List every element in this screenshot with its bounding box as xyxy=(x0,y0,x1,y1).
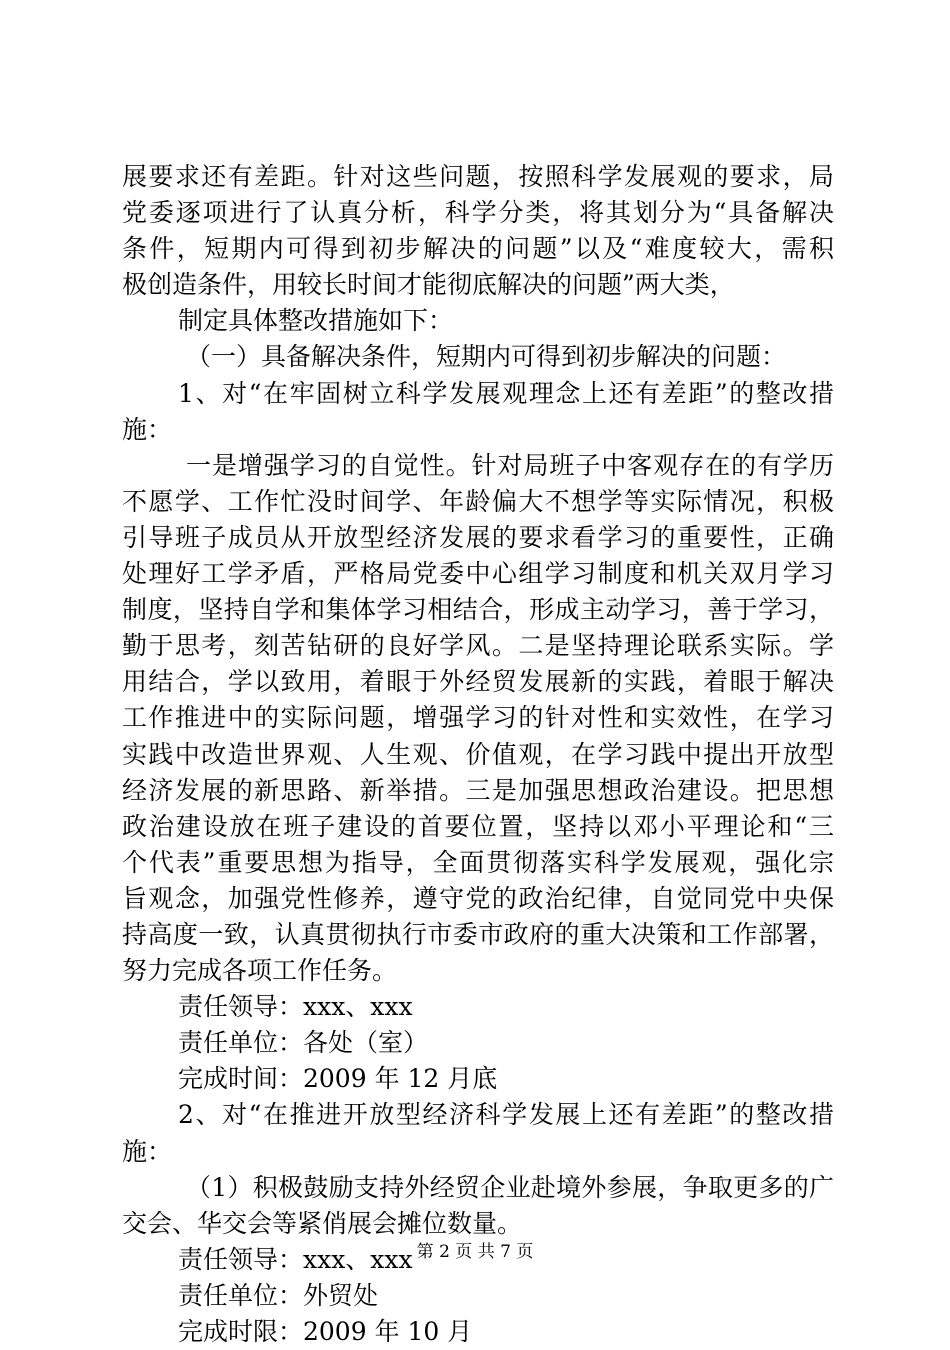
body-line: 政治建设放在班子建设的首要位置，坚持以邓小平理论和“三 xyxy=(122,811,834,841)
page-number: 第 2 页 共 7 页 xyxy=(416,1242,534,1262)
responsible-leader: 责任领导：xxx、xxx xyxy=(178,992,413,1022)
body-line: 用结合，学以致用，着眼于外经贸发展新的实践，着眼于解决 xyxy=(122,667,834,697)
completion-time: 完成时间：2009 年 12 月底 xyxy=(178,1064,498,1094)
body-line: 实践中改造世界观、人生观、价值观，在学习践中提出开放型 xyxy=(122,739,834,769)
item-heading-cont: 施： xyxy=(122,414,173,444)
responsible-leader: 责任领导：xxx、xxx xyxy=(178,1244,413,1274)
responsible-unit: 责任单位：各处（室） xyxy=(178,1028,429,1058)
body-line: 经济发展的新思路、新举措。三是加强思想政治建设。把思想 xyxy=(122,775,834,805)
intro-line: 制定具体整改措施如下： xyxy=(178,306,454,336)
item-heading: 2、对“在推进开放型经济科学发展上还有差距”的整改措 xyxy=(178,1100,834,1130)
body-line: 持高度一致，认真贯彻执行市委市政府的重大决策和工作部署， xyxy=(122,919,834,949)
body-line: 交会、华交会等紧俏展会摊位数量。 xyxy=(122,1208,523,1238)
body-line: 处理好工学矛盾，严格局党委中心组学习制度和机关双月学习 xyxy=(122,559,834,589)
body-line: 个代表”重要思想为指导，全面贯彻落实科学发展观，强化宗 xyxy=(122,847,834,877)
body-line: 展要求还有差距。针对这些问题，按照科学发展观的要求，局 xyxy=(122,162,834,191)
body-line: 条件，短期内可得到初步解决的问题”以及“难度较大，需积 xyxy=(122,234,834,264)
body-line: 不愿学、工作忙没时间学、年龄偏大不想学等实际情况，积极 xyxy=(122,486,834,516)
body-line: 努力完成各项工作任务。 xyxy=(122,956,398,986)
responsible-unit: 责任单位：外贸处 xyxy=(178,1280,379,1310)
item-heading: 1、对“在牢固树立科学发展观理念上还有差距”的整改措 xyxy=(178,378,834,408)
body-line: 党委逐项进行了认真分析，科学分类，将其划分为“具备解决 xyxy=(122,198,834,228)
item-heading-cont: 施： xyxy=(122,1136,173,1166)
body-line: 极创造条件，用较长时间才能彻底解决的问题”两大类， xyxy=(122,270,735,300)
body-line: 制度，坚持自学和集体学习相结合，形成主动学习，善于学习， xyxy=(122,595,834,625)
body-line: 引导班子成员从开放型经济发展的要求看学习的重要性，正确 xyxy=(122,522,834,552)
body-line: 一是增强学习的自觉性。针对局班子中客观存在的有学历 xyxy=(186,450,834,480)
body-line: 工作推进中的实际问题，增强学习的针对性和实效性，在学习 xyxy=(122,703,834,733)
section-heading: （一）具备解决条件，短期内可得到初步解决的问题： xyxy=(186,342,787,372)
body-line: （1）积极鼓励支持外经贸企业赴境外参展，争取更多的广 xyxy=(186,1172,834,1202)
document-body xyxy=(122,159,834,1350)
completion-time: 完成时限：2009 年 10 月 xyxy=(178,1317,473,1346)
body-line: 旨观念，加强党性修养，遵守党的政治纪律，自觉同党中央保 xyxy=(122,883,834,913)
body-line: 勤于思考，刻苦钻研的良好学风。二是坚持理论联系实际。学 xyxy=(122,631,834,661)
